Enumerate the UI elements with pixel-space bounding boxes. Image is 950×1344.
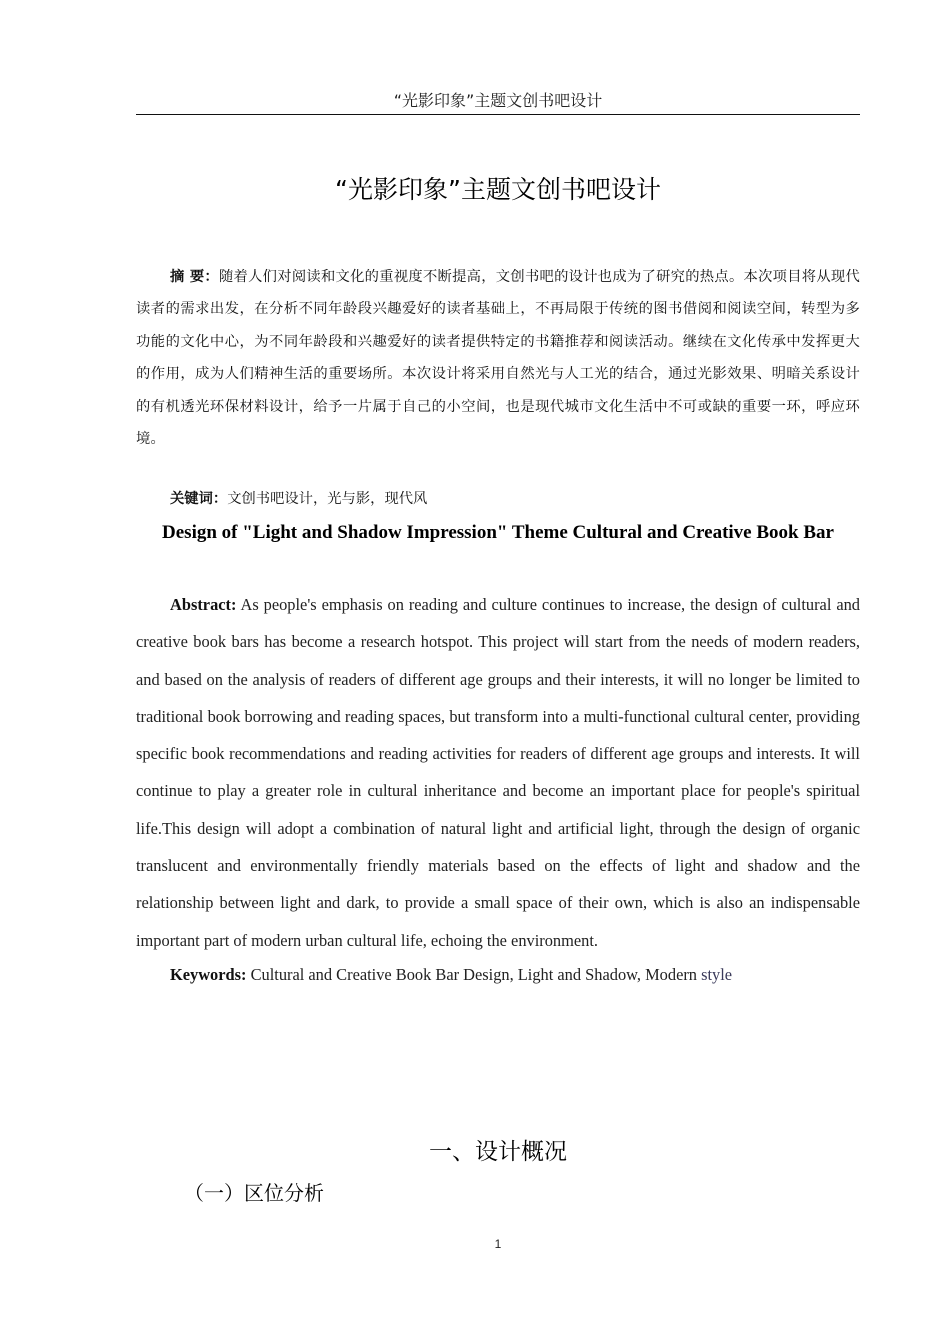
chinese-keywords-label: 关键词： [170, 491, 228, 507]
section-heading-text: 一、设计概况 [429, 1139, 567, 1165]
english-abstract-label: Abstract: [170, 595, 237, 614]
english-keywords-tail: style [701, 965, 733, 984]
english-abstract-text: As people's emphasis on reading and culture continues to increase, the design of cultural and creative book bars has become a research hotspot. This project will start from the needs of modern readers, and based on the analysis of readers of different age groups and their interests, it will no longer be limited to traditional book borrowing and reading spaces, but transform into a multi-functional cultural center, providing specific book recommendations and reading activities for readers of different age groups and interests. It will continue to play a greater role in cultural inheritance and become an important place for people's spiritual life.This design will adopt a combination of natural light and artificial light, through the design of organic translucent and environmentally friendly materials based on the effects of light and shadow and the relationship between light and dark, to provide a small space of their own, which is also an indispensable important part of modern urban cultural life, echoing the environment. [136, 595, 860, 950]
running-header: “光影印象”主题文创书吧设计 [393, 91, 603, 110]
english-keywords-text: Cultural and Creative Book Bar Design, Light and Shadow, Modern [250, 965, 698, 984]
section-heading [136, 1134, 860, 1170]
chinese-title: “光影印象”主题文创书吧设计 [335, 175, 661, 204]
subsection-heading: （一）区位分析 [184, 1181, 324, 1205]
chinese-keywords-text: 文创书吧设计，光与影，现代风 [227, 491, 428, 507]
english-keywords [170, 962, 860, 988]
header-rule [136, 114, 860, 115]
chinese-keywords [170, 486, 860, 512]
chinese-abstract-text: 随着人们对阅读和文化的重视度不断提高，文创书吧的设计也成为了研究的热点。本次项目将从现代读者的需求出发，在分析不同年龄段兴趣爱好的读者基础上，不再局限于传统的图书借阅和阅读空间，转型为多功能的文化中心，为不同年龄段和兴趣爱好的读者提供特定的书籍推荐和阅读活动。继续在文化传承中发挥更大的作用，成为人们精神生活的重要场所。本次设计将采用自然光与人工光的结合，通过光影效果、明暗关系设计的有机透光环保材料设计，给予一片属于自己的小空间，也是现代城市文化生活中不可或缺的重要一环，呼应环境。 [136, 269, 860, 448]
chinese-abstract-label: 摘 要： [170, 269, 219, 285]
page-number: 1 [494, 1237, 502, 1251]
english-keywords-label: Keywords: [170, 965, 247, 984]
english-title: Design of "Light and Shadow Impression" Theme Cultural and Creative Book Bar [162, 522, 834, 543]
english-abstract [136, 586, 860, 959]
chinese-abstract [136, 261, 860, 455]
